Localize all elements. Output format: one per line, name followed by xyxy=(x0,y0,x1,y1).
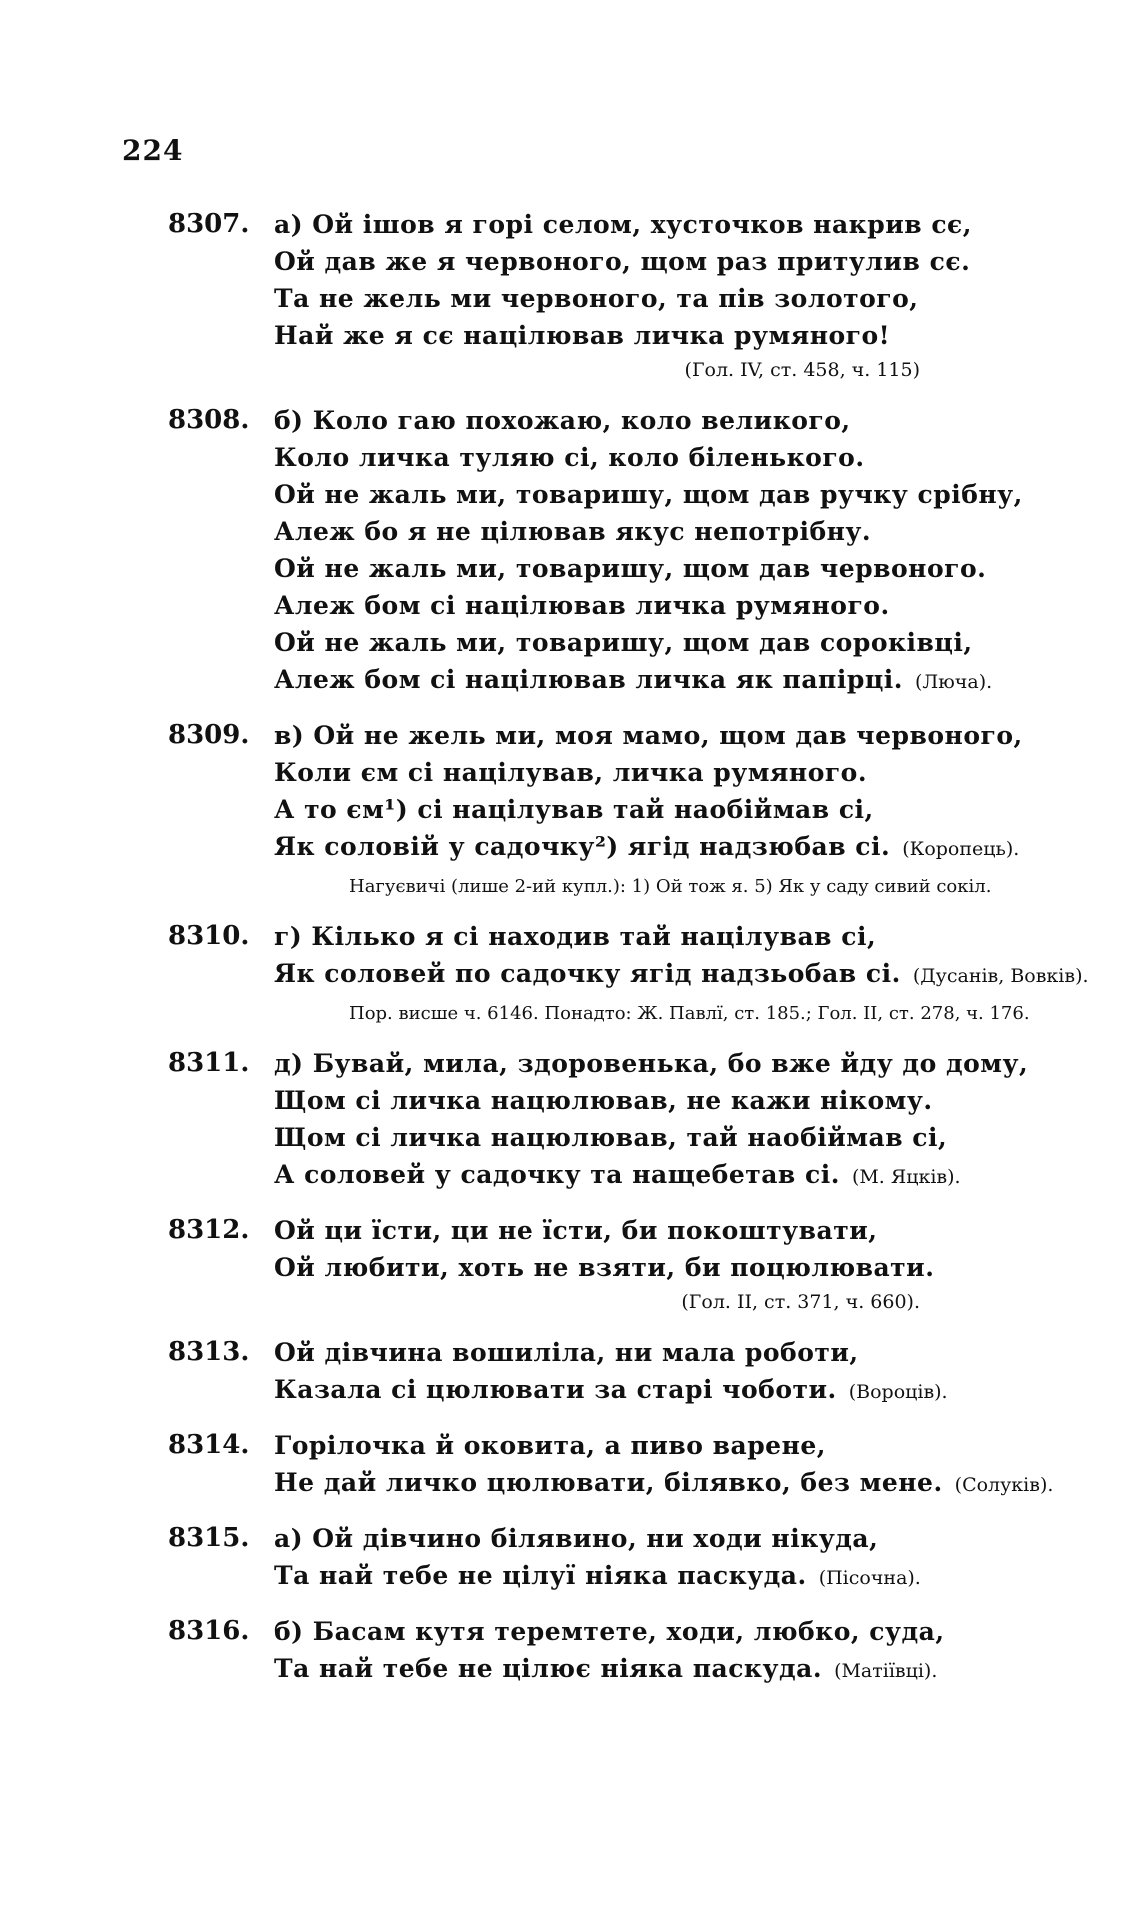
verse-line: д) Бувай, мила, здоровенька, бо вже йду до дому, xyxy=(274,1049,1029,1078)
verse-text: Як соловій у садочку²) ягід надзюбав сі. xyxy=(274,832,891,861)
verse-text: Та най тебе не цілює ніяка паскуда. xyxy=(274,1654,823,1683)
entry-8307 xyxy=(168,206,1098,386)
entry-number: 8316. xyxy=(168,1616,250,1646)
entry-8308 xyxy=(168,402,1098,701)
entry-number: 8309. xyxy=(168,720,250,750)
entry-number: 8308. xyxy=(168,405,250,435)
verse-line: а) Ой ішов я горі селом, хусточков накрив сє, xyxy=(274,210,972,239)
source-citation: (М. Яцків). xyxy=(851,1166,961,1188)
verse-text: Та най тебе не цілуї ніяка паскуда. xyxy=(274,1561,807,1590)
entry-number: 8311. xyxy=(168,1048,250,1078)
verse-text: Казала сі цюлювати за старі чоботи. xyxy=(274,1375,837,1404)
source-citation: (Дусанів, Вовків). xyxy=(912,965,1089,987)
verse-text: Алеж бом сі націлював личка як папірці. xyxy=(274,665,903,694)
entry-8309 xyxy=(168,717,1098,902)
verse-line: Алеж бом сі націлював личка румяного. xyxy=(274,591,890,620)
verse-line: А то єм¹) сі націлував тай наобіймав сі, xyxy=(274,795,874,824)
verse-line: в) Ой не жель ми, моя мамо, щом дав червоного, xyxy=(274,721,1023,750)
verse-text: А соловей у садочку та нащебетав сі. xyxy=(274,1160,840,1189)
verse-line: Щом сі личка нацюлював, не кажи нікому. xyxy=(274,1086,933,1115)
entry-number: 8310. xyxy=(168,921,250,951)
entry-number: 8307. xyxy=(168,209,250,239)
verse-line: Най же я сє націлював личка румяного! xyxy=(274,321,891,350)
verse-line-last xyxy=(274,828,1098,868)
entry-8313 xyxy=(168,1334,1098,1411)
verse-line: Ой дівчина вошиліла, ни мала роботи, xyxy=(274,1338,859,1367)
verse-line: Ой не жаль ми, товаришу, щом дав сороківці, xyxy=(274,628,973,657)
verse-line: Ой не жаль ми, товаришу, щом дав ручку срібну, xyxy=(274,480,1023,509)
entry-8312 xyxy=(168,1212,1098,1318)
source-citation: (Матіївці). xyxy=(834,1660,938,1682)
verse-line: б) Басам кутя теремтете, ходи, любко, суда, xyxy=(274,1617,945,1646)
verse-line-last xyxy=(274,661,1098,701)
entry-number: 8312. xyxy=(168,1215,250,1245)
verse-line: Коли єм сі націлував, личка румяного. xyxy=(274,758,868,787)
entry-8316 xyxy=(168,1613,1098,1690)
verse-line: а) Ой дівчино білявино, ни ходи нікуда, xyxy=(274,1524,879,1553)
verse-line: б) Коло гаю похожаю, коло великого, xyxy=(274,406,851,435)
source-citation: (Гол. IV, ст. 458, ч. 115) xyxy=(684,359,920,381)
verse-line: Та не жель ми червоного, та пів золотого, xyxy=(274,284,919,313)
entry-8315 xyxy=(168,1520,1098,1597)
source-citation: (Коропець). xyxy=(902,838,1020,860)
verse-line-last xyxy=(274,955,1098,995)
entry-number: 8313. xyxy=(168,1337,250,1367)
verse-line: Ой дав же я червоного, щом раз притулив сє. xyxy=(274,247,971,276)
entry-number: 8314. xyxy=(168,1430,250,1460)
verse-line-last xyxy=(274,1650,1098,1690)
source-citation: (Пісочна). xyxy=(818,1567,921,1589)
source-citation: (Вороців). xyxy=(848,1381,948,1403)
footnote: Пор. висше ч. 6146. Понадто: Ж. Павлї, ст. 185.; Гол. II, ст. 278, ч. 176. xyxy=(349,1003,1030,1024)
source-citation: (Солуків). xyxy=(954,1474,1054,1496)
verse-text: Як соловей по садочку ягід надзьобав сі. xyxy=(274,959,901,988)
source-citation: (Гол. II, ст. 371, ч. 660). xyxy=(681,1291,920,1313)
verse-text: Не дай личко цюлювати, білявко, без мене. xyxy=(274,1468,943,1497)
page-number: 224 xyxy=(122,134,184,167)
verse-line-last xyxy=(274,1156,1098,1196)
entry-8314 xyxy=(168,1427,1098,1504)
verse-line: Щом сі личка нацюлював, тай наобіймав сі, xyxy=(274,1123,948,1152)
verse-line: Ой не жаль ми, товаришу, щом дав червоного. xyxy=(274,554,987,583)
text-body xyxy=(168,206,1098,1706)
verse-line-last xyxy=(274,1371,1098,1411)
source-citation: (Люча). xyxy=(915,671,993,693)
entry-number: 8315. xyxy=(168,1523,250,1553)
entry-8310 xyxy=(168,918,1098,1029)
verse-line-last xyxy=(274,1557,1098,1597)
verse-line: Алеж бо я не цілював якус непотрібну. xyxy=(274,517,872,546)
verse-line: Ой любити, хоть не взяти, би поцюлювати. xyxy=(274,1253,935,1282)
footnote: Нагуєвичі (лише 2-ий купл.): 1) Ой тож я. 5) Як у саду сивий сокіл. xyxy=(349,876,992,897)
verse-line: г) Кілько я сі находив тай націлував сі, xyxy=(274,922,877,951)
verse-line: Коло личка туляю сі, коло біленького. xyxy=(274,443,865,472)
verse-line-last xyxy=(274,1464,1098,1504)
verse-line: Ой ци їсти, ци не їсти, би покоштувати, xyxy=(274,1216,878,1245)
verse-line: Горілочка й оковита, а пиво варене, xyxy=(274,1431,826,1460)
entry-8311 xyxy=(168,1045,1098,1196)
